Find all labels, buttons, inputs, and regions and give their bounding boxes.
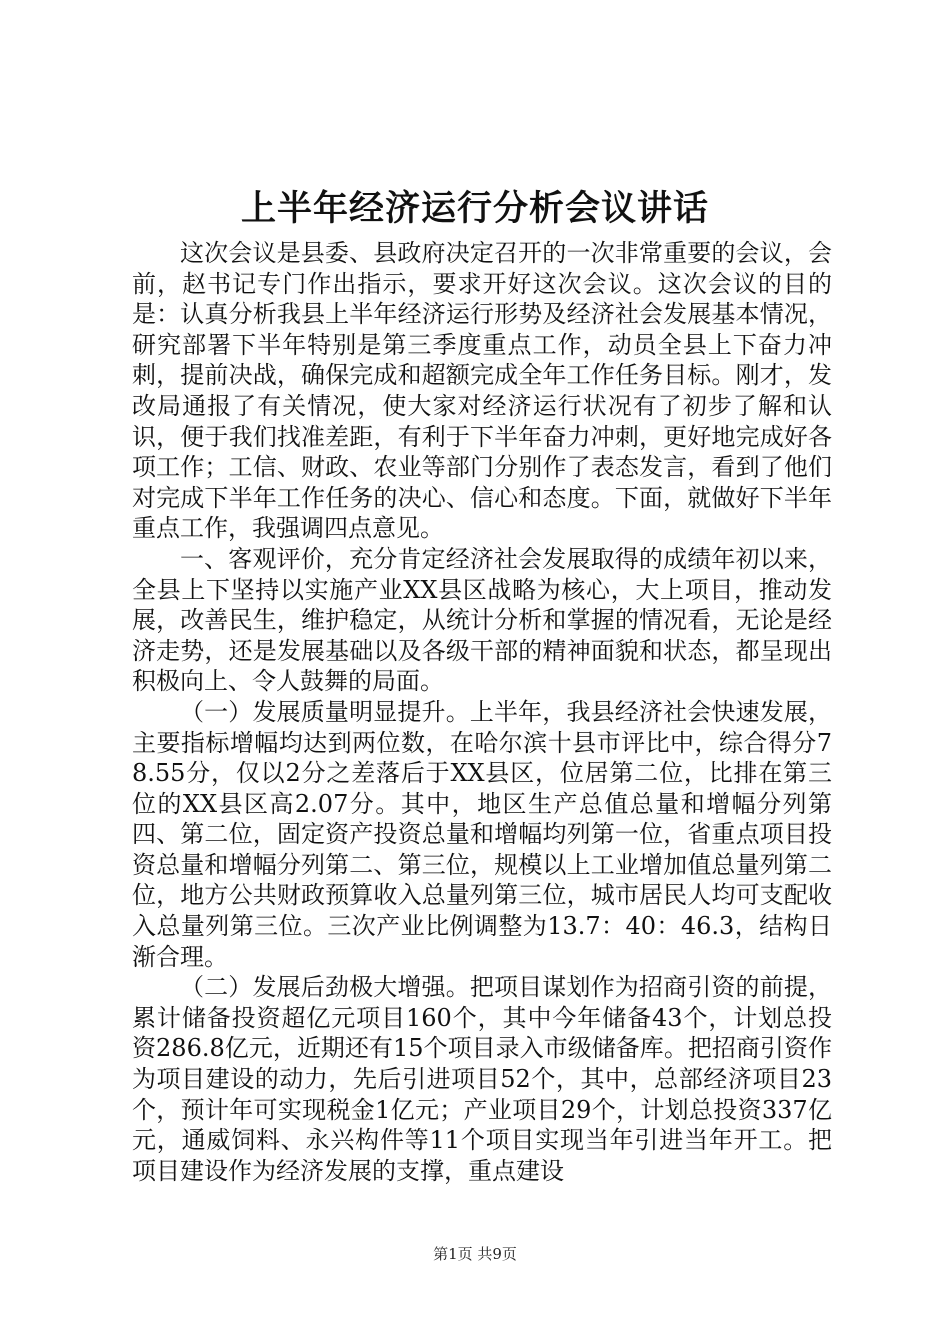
- page-footer: 第1页 共9页: [433, 1245, 517, 1263]
- document-body: [132, 238, 832, 1186]
- paragraph-subsection-two: （二）发展后劲极大增强。把项目谋划作为招商引资的前提，累计储备投资超亿元项目160个，其中今年储备43个，计划总投资286.8亿元，近期还有15个项目录入市级储备库。把招商引资作为项目建设的动力，先后引进项目52个，其中，总部经济项目23个，预计年可实现税金1亿元；产业项目29个，计划总投资337亿元，通威饲料、永兴构件等11个项目实现当年引进当年开工。把项目建设作为经济发展的支撑，重点建设: [132, 973, 832, 1185]
- paragraph-section-one: 一、客观评价，充分肯定经济社会发展取得的成绩年初以来，全县上下坚持以实施产业XX县区战略为核心，大上项目，推动发展，改善民生，维护稳定，从统计分析和掌握的情况看，无论是经济走势，还是发展基础以及各级干部的精神面貌和状态，都呈现出积极向上、令人鼓舞的局面。: [132, 544, 832, 696]
- paragraph-subsection-one: （一）发展质量明显提升。上半年，我县经济社会快速发展，主要指标增幅均达到两位数，在哈尔滨十县市评比中，综合得分78.55分，仅以2分之差落后于XX县区，位居第二位，比排在第三位的XX县区高2.07分。其中，地区生产总值总量和增幅分列第四、第二位，固定资产投资总量和增幅均列第一位，省重点项目投资总量和增幅分列第二、第三位，规模以上工业增加值总量列第二位，地方公共财政预算收入总量列第三位，城市居民人均可支配收入总量列第三位。三次产业比例调整为13.7：40：46.3，结构日渐合理。: [132, 697, 832, 971]
- document-title: 上半年经济运行分析会议讲话: [240, 188, 709, 229]
- paragraph-intro: 这次会议是县委、县政府决定召开的一次非常重要的会议，会前，赵书记专门作出指示，要求开好这次会议。这次会议的目的是：认真分析我县上半年经济运行形势及经济社会发展基本情况，研究部署下半年特别是第三季度重点工作，动员全县上下奋力冲刺，提前决战，确保完成和超额完成全年工作任务目标。刚才，发改局通报了有关情况，使大家对经济运行状况有了初步了解和认识，便于我们找准差距，有利于下半年奋力冲刺，更好地完成好各项工作；工信、财政、农业等部门分别作了表态发言，看到了他们对完成下半年工作任务的决心、信心和态度。下面，就做好下半年重点工作，我强调四点意见。: [132, 239, 832, 543]
